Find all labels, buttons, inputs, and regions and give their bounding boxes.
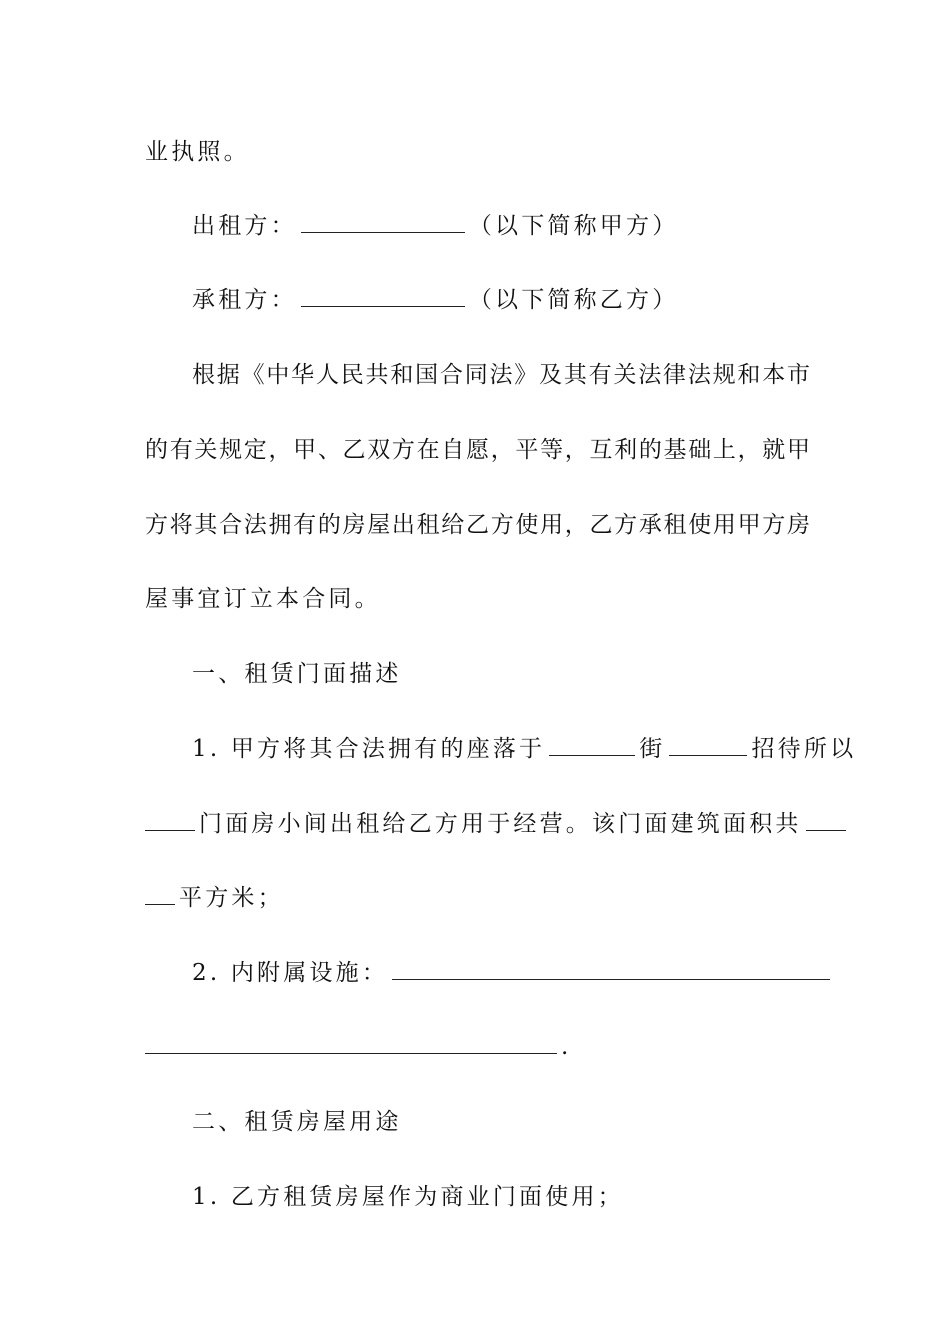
paragraph-text: 业执照。	[145, 139, 250, 165]
lessor-line	[192, 206, 810, 246]
intro-line-4	[145, 579, 810, 619]
lessor-label: 出租方：	[192, 213, 297, 239]
item-text: 1. 乙方租赁房屋作为商业门面使用；	[192, 1184, 624, 1210]
item-1-line-2	[145, 804, 810, 844]
intro-text: 根据《中华人民共和国合同法》及其有关法律法规和本市	[192, 362, 810, 388]
area-blank-1	[806, 808, 846, 831]
intro-line-2	[145, 430, 810, 470]
item-text: .	[561, 1034, 572, 1060]
section-title: 一、租赁门面描述	[192, 661, 402, 687]
section-1-heading	[192, 654, 810, 694]
facilities-blank-2	[145, 1031, 557, 1054]
item-text: 平方米；	[179, 885, 284, 911]
hostel-blank	[669, 733, 747, 756]
intro-text: 方将其合法拥有的房屋出租给乙方使用，乙方承租使用甲方房	[145, 512, 810, 538]
item-text: 2. 内附属设施：	[192, 960, 389, 986]
paragraph-continuation	[145, 132, 810, 172]
section-2-heading	[192, 1102, 810, 1142]
facilities-blank-1	[392, 957, 830, 980]
lessee-line	[192, 280, 810, 320]
item-1-line-1	[192, 729, 857, 769]
item-2-line-2	[145, 1027, 810, 1067]
item-1-line-3	[145, 878, 810, 918]
lessor-blank	[301, 210, 465, 233]
intro-text: 屋事宜订立本合同。	[145, 586, 381, 612]
lessor-note: （以下简称甲方）	[468, 213, 679, 239]
section-title: 二、租赁房屋用途	[192, 1109, 402, 1135]
intro-text: 的有关规定，甲、乙双方在自愿，平等，互利的基础上，就甲	[145, 437, 810, 463]
lessee-note: （以下简称乙方）	[468, 287, 679, 313]
item-text: 1. 甲方将其合法拥有的座落于	[192, 736, 546, 762]
intro-line-3	[145, 505, 810, 545]
lessee-blank	[301, 284, 465, 307]
item-2-line-1	[192, 953, 810, 993]
section-2-item-1	[192, 1177, 810, 1217]
item-text: 门面房小间出租给乙方用于经营。该门面建筑面积共	[199, 811, 802, 837]
street-blank	[549, 733, 635, 756]
lessee-label: 承租方：	[192, 287, 297, 313]
area-blank-2	[145, 882, 175, 905]
item-text: 街	[639, 736, 666, 762]
room-count-blank	[145, 808, 195, 831]
intro-line-1	[192, 355, 810, 395]
item-text: 招待所以	[751, 736, 857, 762]
